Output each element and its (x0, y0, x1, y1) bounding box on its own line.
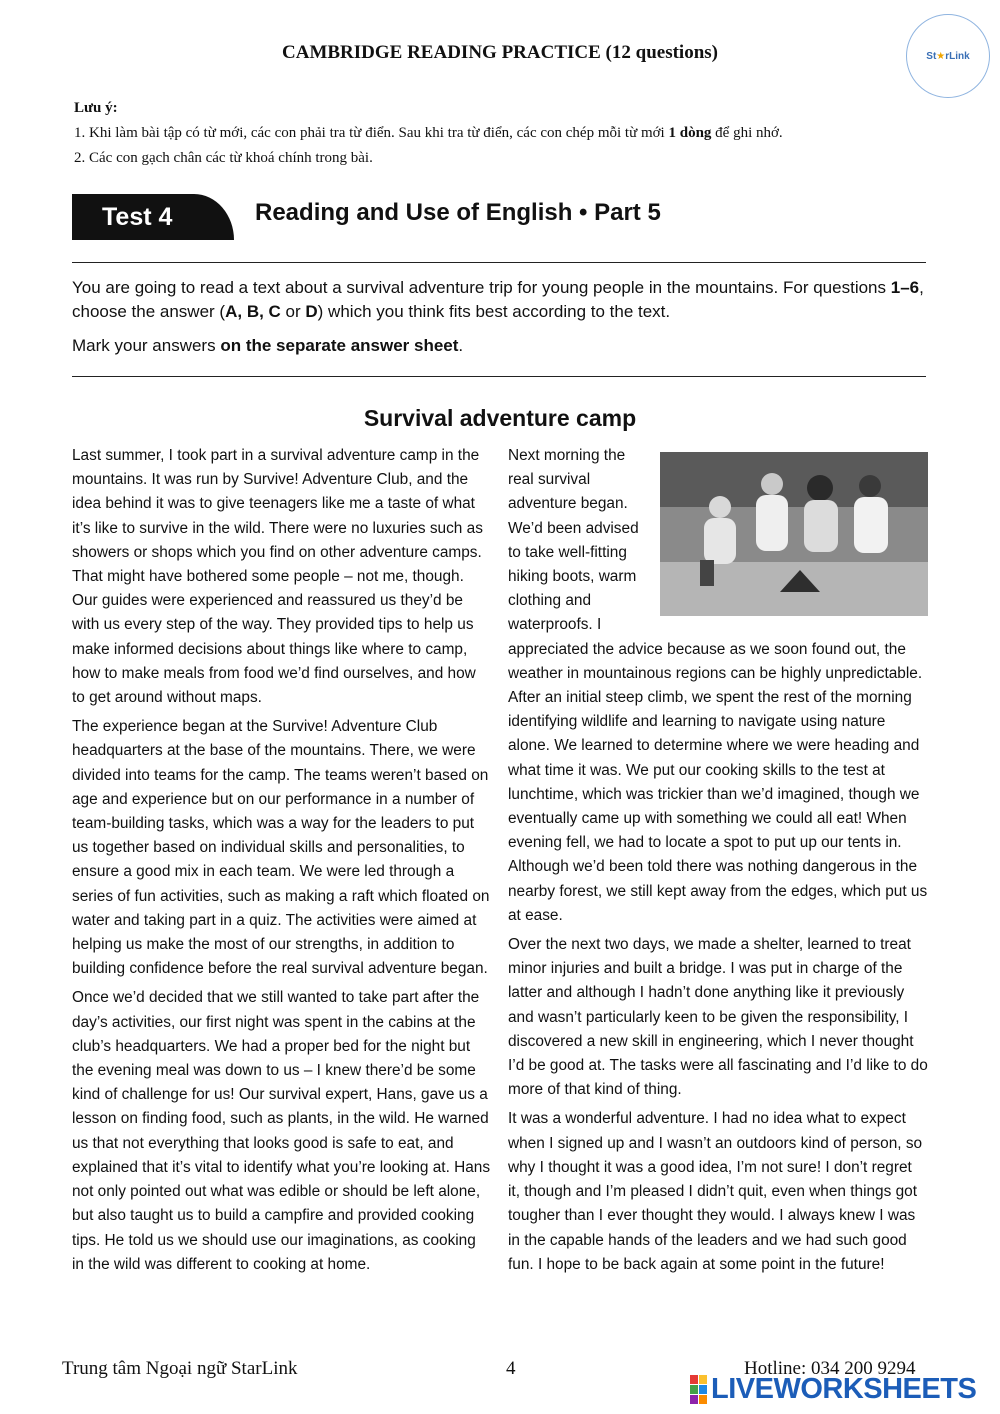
instr-bold: 1–6 (890, 278, 920, 297)
footer-center-name: Trung tâm Ngoại ngữ StarLink (62, 1358, 298, 1379)
divider-top (72, 262, 926, 263)
starlink-logo (906, 14, 990, 98)
article-paragraph: It was a wonderful adventure. I had no idea what to expect when I signed up and I wasn’t an outdoors kind of person, so why I thought it was a good idea, I’m not sure! I don’t regret it, though and I’m pleased I didn’t quit, even when things got tougher than I ever thought they would. I always knew I was in the capable hands of the leaders and we had such good fun. I hope to be back again at some point in the future! (508, 1110, 923, 1273)
instr-bold: A, B, C (225, 302, 281, 321)
page-title: CAMBRIDGE READING PRACTICE (12 questions) (282, 42, 718, 63)
article-paragraph: Last summer, I took part in a survival adventure camp in the mountains. It was run by Survive! Adventure Club, and the idea behind it was to give teenagers like me a taste of what it’s like to survive in the wild. There were no luxuries such as showers or shops which you find on other adventure camps. That might have bothered some people – not me, though. Our guides were experienced and reassured us they’d be with us every step of the way. They provided tips to help us make informed decisions about things like where to camp, how to make meals from food we’d find ourselves, and how to get around without maps. (72, 447, 483, 707)
footer-hotline: Hotline: 034 200 9294 (744, 1358, 916, 1379)
instructions (72, 276, 932, 368)
article-right-column (508, 444, 928, 1282)
note-line-1-text-a: 1. Khi làm bài tập có từ mới, các con phải tra từ điển. Sau khi tra từ điển, các con chép mỗi từ mới (74, 125, 669, 141)
note-line-2: 2. Các con gạch chân các từ khoá chính trong bài. (74, 150, 373, 166)
instr-text: , choose the answer ( (72, 278, 924, 321)
article-paragraph: Once we’d decided that we still wanted to take part after the day’s activities, our first night was spent in the cabins at the club’s headquarters. We had a proper bed for the night but the evening meal was down to us – I knew there’d be some kind of challenge for us! Our survival expert, Hans, gave us a lesson on finding food, such as plants, in the wild. He warned us that not everything that looks good is safe to eat, and explained that it’s vital to identify what you’re looking at. Hans not only pointed out what was edible or should be left alone, but also taught us to build a campfire and provided cooking tips. He told us we should use our imaginations, as cooking in the wild was different to cooking at home. (72, 989, 491, 1273)
instr-text: ) which you think fits best according to the text. (317, 302, 671, 321)
watermark-text: LIVEWORKSHEETS (711, 1373, 977, 1405)
article-paragraph: Next morning the real survival adventure began. We’d been advised to take well-fitting hiking boots, warm clothing and waterproofs. I appreciated the advice because as we soon found out, the weather in mountainous regions can be highly unpredictable. After an initial steep climb, we spent the rest of the morning identifying wildlife and learning to navigate using nature alone. We learned to determine where we were heading and what time it was. We put our cooking skills to the test at lunchtime, which was trickier than we’d imagined, though we eventually came up with something we could all eat! When evening fell, we had to locate a spot to put up our tents in. Although we’d been told there was nothing dangerous in the nearby forest, we still kept away from the edges, which put us at ease. (508, 447, 928, 924)
instr-text: or (280, 302, 306, 321)
instr-text: . (458, 336, 464, 355)
logo-text-end: rLink (945, 50, 970, 62)
note-line-1 (74, 121, 783, 146)
note-block (74, 96, 783, 171)
campfire-photo-illustration (660, 452, 928, 616)
article-left-column (72, 444, 492, 1282)
test-banner: Test 4 (72, 194, 234, 240)
article-paragraph: Over the next two days, we made a shelter, learned to treat minor injuries and built a bridge. I was put in charge of the latter and although I hadn’t done anything like it previously and wasn’t particularly keen to be given the responsibility, I discovered a new skill in engineering, which I never thought I’d be good at. The tasks were all fascinating and I’d like to do more of that kind of thing. (508, 936, 928, 1099)
instr-text: Mark your answers (72, 336, 221, 355)
instr-text: You are going to read a text about a survival adventure trip for young people in the mountains. For questions (72, 278, 891, 297)
instructions-paragraph-1 (72, 276, 932, 324)
star-icon: ★ (936, 50, 946, 62)
note-line-1-text-b: để ghi nhớ. (711, 125, 783, 141)
watermark-blocks-icon (690, 1375, 707, 1404)
campfire-photo (660, 452, 928, 616)
instructions-paragraph-2 (72, 334, 932, 358)
liveworksheets-watermark (690, 1373, 976, 1406)
instr-bold: D (305, 302, 318, 321)
note-line-1-bold: 1 dòng (668, 125, 712, 141)
page-number: 4 (506, 1358, 516, 1379)
logo-text-start: St (926, 50, 937, 62)
article-title: Survival adventure camp (363, 405, 637, 431)
note-heading: Lưu ý: (74, 100, 118, 116)
instr-bold: on the separate answer sheet (220, 336, 459, 355)
divider-bottom (72, 376, 926, 377)
section-heading: Reading and Use of English • Part 5 (255, 199, 661, 226)
article-paragraph: The experience began at the Survive! Adventure Club headquarters at the base of the mountains. There, we were divided into teams for the camp. The teams weren’t based on age and experience but on our performance in a number of team-building tasks, which was a way for the leaders to put us together based on individual skills and personalities, to ensure a good mix in each team. We were led through a series of fun activities, such as making a raft which floated on water and taking part in a quiz. The activities were aimed at helping us make the most of our strengths, in addition to building confidence before the real survival adventure began. (72, 718, 490, 978)
